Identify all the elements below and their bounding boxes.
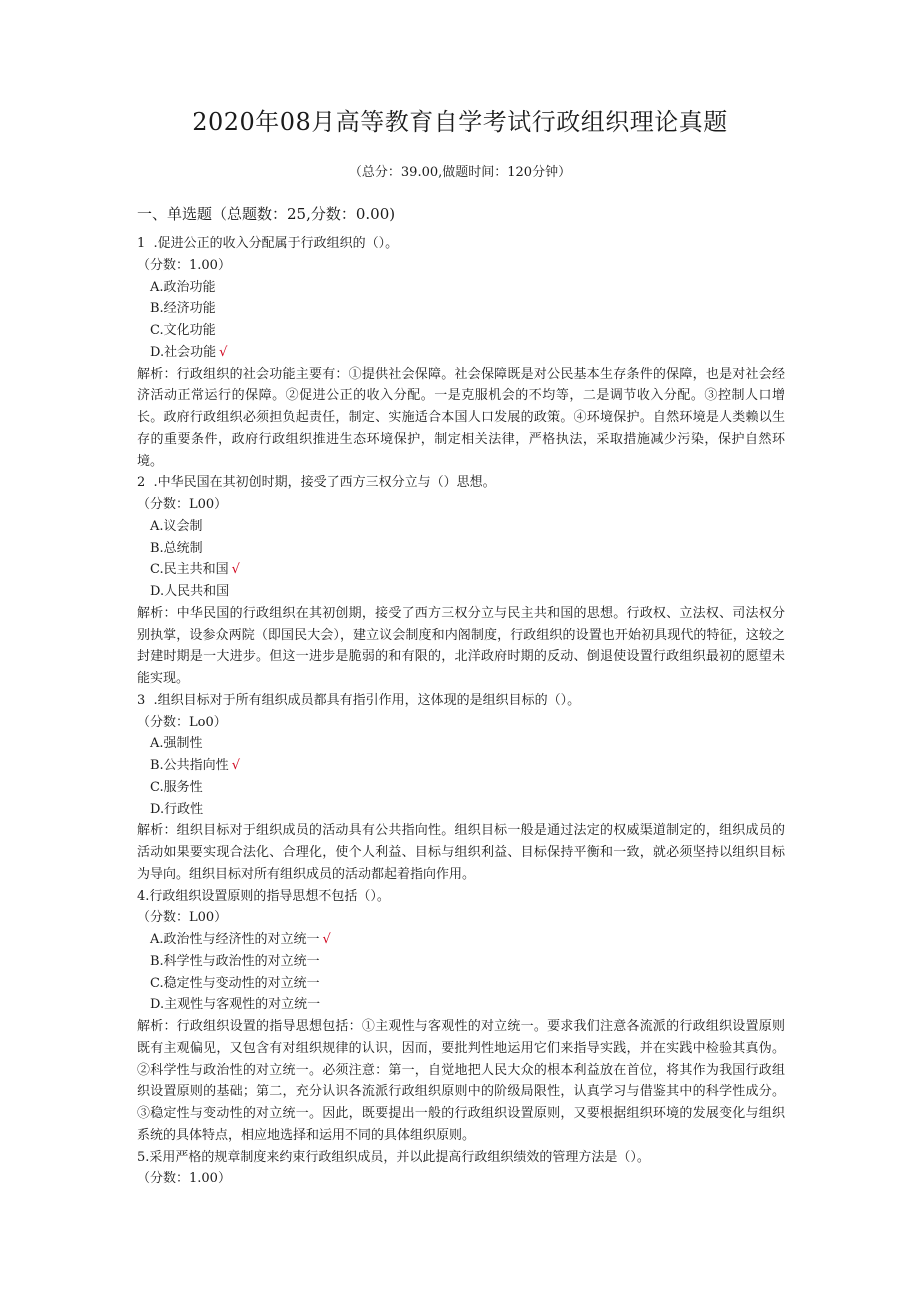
option-text: C.民主共和国: [150, 562, 229, 578]
answer-option: [137, 733, 785, 755]
question-stem: 4.行政组织设置原则的指导思想不包括（）。: [137, 888, 390, 904]
answer-option-correct: [137, 342, 785, 364]
answer-option: [137, 298, 785, 320]
question-score: （分数：Lo0）: [137, 714, 227, 730]
option-text: D.社会功能: [150, 344, 217, 360]
answer-option-correct: [137, 559, 785, 581]
section-heading: 一、单选题（总题数：25,分数：0.00): [137, 205, 396, 223]
answer-option: [137, 277, 785, 299]
option-text: D.主观性与客观性的对立统一: [150, 997, 321, 1013]
answer-option: [137, 777, 785, 799]
option-text: A.政治功能: [150, 279, 216, 295]
check-mark-icon: √: [231, 562, 240, 578]
option-text: B.经济功能: [150, 301, 216, 317]
option-text: B.公共指向性: [150, 758, 229, 773]
question-stem: 2 .中华民国在其初创时期，接受了西方三权分立与（）思想。: [137, 475, 496, 491]
question-score: （分数：1.00）: [137, 257, 231, 273]
answer-option-correct: [137, 929, 785, 951]
option-text: A.政治性与经济性的对立统一: [150, 932, 320, 947]
question-score: （分数：L00）: [137, 910, 228, 926]
question-stem: 1 .促进公正的收入分配属于行政组织的（）。: [137, 236, 399, 251]
answer-option-correct: [137, 755, 785, 777]
option-text: C.文化功能: [150, 323, 216, 338]
question-analysis: 解析：行政组织的社会功能主要有：①提供社会保障。社会保障既是对公民基本生存条件的保障，也是对社会经济活动正常运行的保障。②促进公正的收入分配。一是克服机会的不均等，二是调节收入分配。③控制人口增长。政府行政组织必须担负起责任，制定、实施适合本国人口发展的政策。④环境保护。自然环境是人类赖以生存的重要条件，政府行政组织推进生态环境保护，制定相关法律，严格执法，采取措施减少污染，保护自然环境。: [137, 366, 785, 469]
question-stem: 5.采用严格的规章制度来约束行政组织成员，并以此提高行政组织绩效的管理方法是（）。: [137, 1149, 650, 1165]
question-stem: 3 .组织目标对于所有组织成员都具有指引作用，这体现的是组织目标的（）。: [137, 692, 581, 708]
option-text: A.议会制: [150, 518, 203, 534]
option-text: A.强制性: [150, 736, 203, 752]
exam-meta: （总分：39.00,做题时间：120分钟）: [348, 165, 572, 180]
option-text: C.服务性: [150, 779, 203, 795]
check-mark-icon: √: [219, 344, 228, 360]
question-list: [137, 233, 785, 1190]
answer-option: [137, 951, 785, 973]
option-text: D.人民共和国: [150, 584, 230, 599]
answer-option: [137, 538, 785, 560]
page-title: 2020年08月高等教育自学考试行政组织理论真题: [192, 108, 728, 136]
question-score: （分数：1.00）: [137, 1171, 231, 1187]
question-analysis: 解析：中华民国的行政组织在其初创期，接受了西方三权分立与民主共和国的思想。行政权、立法权、司法权分别执掌，设参众两院（即国民大会），建立议会制度和内阁制度，行政组织的设置也开始初具现代的特征，这较之封建时期是一大进步。但这一进步是脆弱的和有限的，北洋政府时期的反动、倒退使设置行政组织最初的愿望未能实现。: [137, 605, 785, 686]
answer-option: [137, 799, 785, 821]
answer-option: [137, 973, 785, 995]
answer-option: [137, 581, 785, 603]
option-text: B.科学性与政治性的对立统一: [150, 953, 320, 969]
option-text: B.总统制: [150, 540, 203, 556]
question-score: （分数：L00）: [137, 497, 228, 512]
option-text: C.稳定性与变动性的对立统一: [150, 975, 320, 991]
answer-option: [137, 516, 785, 538]
question-analysis: 解析：组织目标对于组织成员的活动具有公共指向性。组织目标一般是通过法定的权威渠道制定的，组织成员的活动如果要实现合法化、合理化，使个人利益、目标与组织利益、目标保持平衡和一致，就必须坚持以组织目标为导向。组织目标对所有组织成员的活动都起着指向作用。: [137, 823, 785, 882]
question-analysis: 解析：行政组织设置的指导思想包括：①主观性与客观性的对立统一。要求我们注意各流派的行政组织设置原则既有主观偏见，又包含有对组织规律的认识，因而，要批判性地运用它们来指导实践，并在实践中检验其真伪。②科学性与政治性的对立统一。必须注意：第一，自觉地把人民大众的根本利益放在首位，将其作为我国行政组织设置原则的基础；第二，充分认识各流派行政组织原则中的阶级局限性，认真学习与借鉴其中的科学性成分。③稳定性与变动性的对立统一。因此，既要提出一般的行政组织设置原则，又要根据组织环境的发展变化与组织系统的具体特点，相应地选择和运用不同的具体组织原则。: [137, 1019, 785, 1143]
answer-option: [137, 994, 785, 1016]
check-mark-icon: √: [231, 758, 240, 773]
check-mark-icon: √: [322, 932, 331, 947]
answer-option: [137, 320, 785, 342]
option-text: D.行政性: [150, 801, 204, 817]
